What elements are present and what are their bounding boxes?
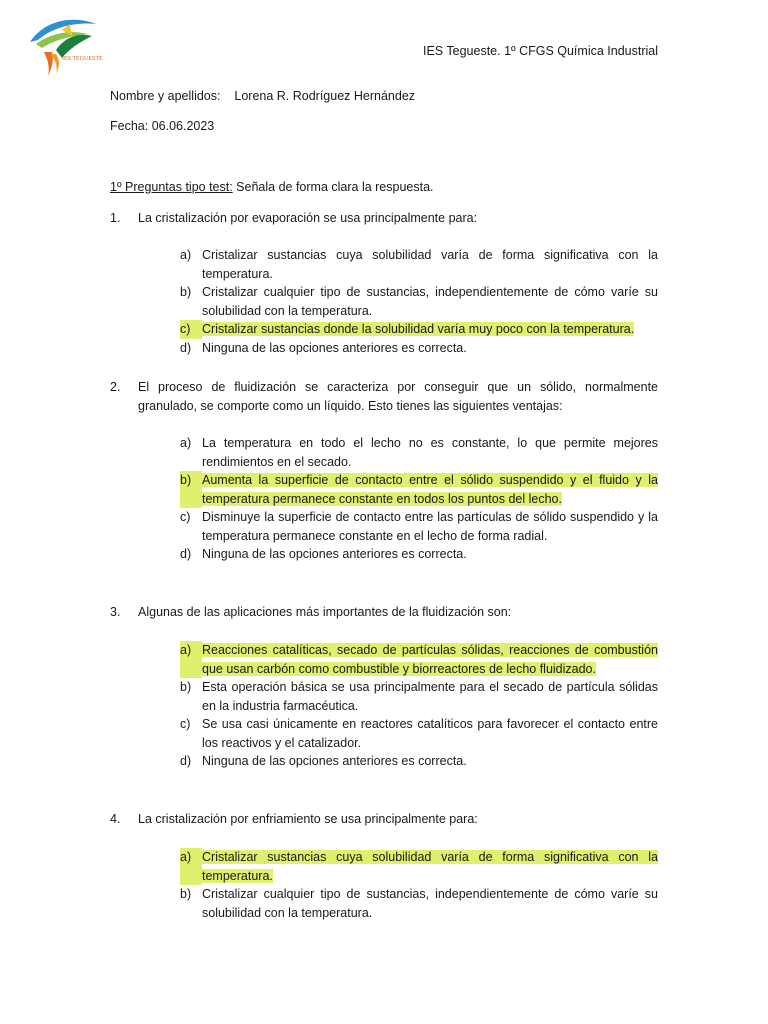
option-b-selected[interactable] bbox=[180, 471, 658, 508]
option-d[interactable] bbox=[180, 545, 658, 564]
question-1-options bbox=[180, 246, 658, 357]
option-c[interactable] bbox=[180, 508, 658, 545]
option-text: Cristalizar sustancias cuya solubilidad varía de forma significativa con la temperatura. bbox=[202, 248, 658, 281]
option-letter: b) bbox=[180, 887, 192, 901]
option-text: La temperatura en todo el lecho no es constante, lo que permite mejores rendimientos en el secado. bbox=[202, 436, 658, 469]
option-letter: c) bbox=[180, 717, 191, 731]
option-a-selected[interactable] bbox=[180, 848, 658, 885]
question-number: 2. bbox=[110, 380, 121, 394]
question-number: 3. bbox=[110, 605, 121, 619]
date-value: 06.06.2023 bbox=[151, 119, 215, 133]
question-2-options bbox=[180, 434, 658, 564]
question-text: La cristalización por enfriamiento se usa principalmente para: bbox=[138, 812, 478, 826]
section-title: 1º Preguntas tipo test: bbox=[110, 180, 233, 194]
option-d[interactable] bbox=[180, 752, 658, 771]
option-letter: b) bbox=[180, 285, 192, 299]
option-text: Cristalizar cualquier tipo de sustancias, independientemente de cómo varíe su solubilidad con la temperatura. bbox=[202, 887, 658, 920]
question-4-options bbox=[180, 848, 658, 922]
option-d[interactable] bbox=[180, 339, 658, 358]
option-a[interactable] bbox=[180, 246, 658, 283]
option-letter: c) bbox=[180, 510, 191, 524]
option-c[interactable] bbox=[180, 715, 658, 752]
option-letter: b) bbox=[180, 471, 202, 508]
option-letter: c) bbox=[180, 320, 202, 339]
section-heading bbox=[110, 178, 434, 197]
option-text-highlighted: Aumenta la superficie de contacto entre el sólido suspendido y el fluido y la temperatura permanece constante en todos los puntos del lecho. bbox=[202, 473, 658, 506]
option-c-selected[interactable] bbox=[180, 320, 658, 339]
option-text: Ninguna de las opciones anteriores es correcta. bbox=[202, 340, 467, 355]
option-text-highlighted: Cristalizar sustancias donde la solubilidad varía muy poco con la temperatura. bbox=[202, 322, 635, 336]
date-field bbox=[110, 117, 214, 136]
name-label: Nombre y apellidos: bbox=[110, 89, 221, 103]
option-b[interactable] bbox=[180, 283, 658, 320]
date-label: Fecha: bbox=[110, 119, 149, 133]
logo-text: IES TEGUESTE bbox=[62, 56, 103, 62]
option-a-selected[interactable] bbox=[180, 641, 658, 678]
option-text-highlighted: Cristalizar sustancias cuya solubilidad varía de forma significativa con la temperatura. bbox=[202, 850, 658, 883]
option-text: Disminuye la superficie de contacto entre las partículas de sólido suspendido y la temperatura permanece constante en el lecho de forma radial. bbox=[202, 510, 658, 543]
option-text: Se usa casi únicamente en reactores catalíticos para favorecer el contacto entre los reactivos y el catalizador. bbox=[202, 717, 658, 750]
question-number: 1. bbox=[110, 211, 121, 225]
option-letter: d) bbox=[180, 754, 192, 768]
question-text: La cristalización por evaporación se usa principalmente para: bbox=[138, 211, 478, 225]
option-text: Ninguna de las opciones anteriores es correcta. bbox=[202, 547, 467, 561]
question-text: El proceso de fluidización se caracteriza por conseguir que un sólido, normalmente granulado, se comporte como un líquido. Esto tienes las siguientes ventajas: bbox=[138, 380, 658, 413]
question-2 bbox=[110, 378, 658, 415]
question-number: 4. bbox=[110, 812, 121, 826]
option-a[interactable] bbox=[180, 434, 658, 471]
section-instruction: Señala de forma clara la respuesta. bbox=[232, 180, 434, 194]
option-b[interactable] bbox=[180, 885, 658, 922]
name-value: Lorena R. Rodríguez Hernández bbox=[234, 89, 416, 103]
question-text: Algunas de las aplicaciones más importantes de la fluidización son: bbox=[138, 605, 512, 619]
question-3-options bbox=[180, 641, 658, 771]
option-b[interactable] bbox=[180, 678, 658, 715]
option-letter: d) bbox=[180, 547, 192, 561]
question-4 bbox=[110, 810, 658, 829]
option-letter: a) bbox=[180, 641, 202, 678]
option-letter: a) bbox=[180, 248, 192, 262]
question-1 bbox=[110, 209, 658, 228]
option-text: Cristalizar cualquier tipo de sustancias, independientemente de cómo varíe su solubilidad con la temperatura. bbox=[202, 285, 658, 318]
option-text: Esta operación básica se usa principalmente para el secado de partícula sólidas en la industria farmacéutica. bbox=[202, 680, 658, 713]
school-logo bbox=[26, 14, 110, 78]
option-letter: b) bbox=[180, 680, 192, 694]
school-header: IES Tegueste. 1º CFGS Química Industrial bbox=[423, 44, 658, 58]
option-text: Ninguna de las opciones anteriores es correcta. bbox=[202, 754, 467, 768]
option-letter: a) bbox=[180, 848, 202, 885]
question-3 bbox=[110, 603, 658, 622]
option-letter: a) bbox=[180, 436, 192, 450]
option-text-highlighted: Reacciones catalíticas, secado de partículas sólidas, reacciones de combustión que usan carbón como combustible y biorreactores de lecho fluidizado. bbox=[202, 643, 658, 676]
option-letter: d) bbox=[180, 340, 192, 355]
name-field bbox=[110, 87, 415, 106]
